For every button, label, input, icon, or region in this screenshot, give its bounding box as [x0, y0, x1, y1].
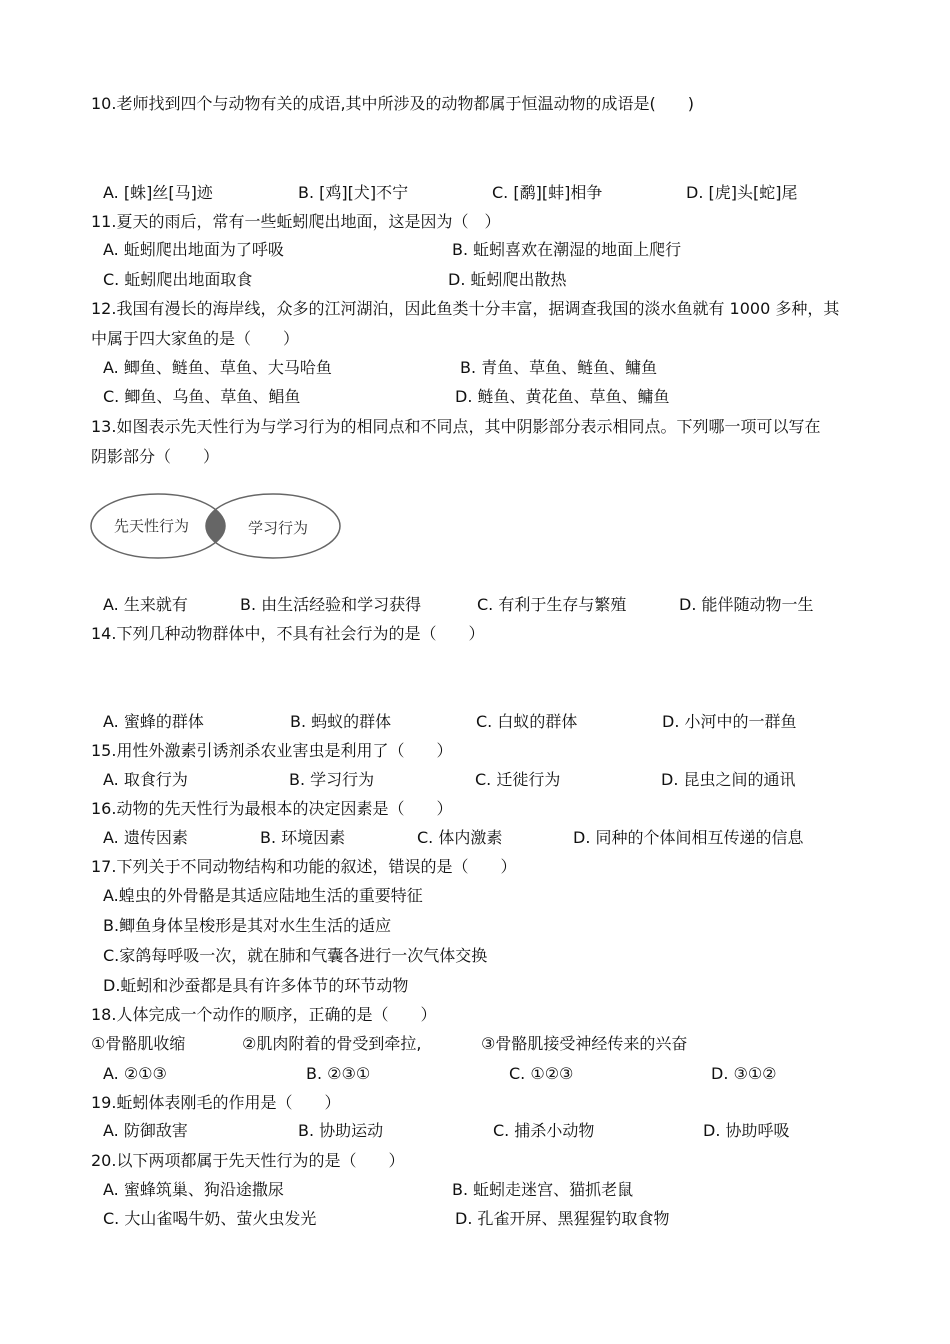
- q18-option-d[interactable]: D. ③①②: [711, 1064, 777, 1083]
- q20-option-d[interactable]: D. 孔雀开屏、黑猩猩钓取食物: [455, 1209, 670, 1228]
- q15-option-c[interactable]: C. 迁徙行为: [475, 770, 561, 789]
- q17-option-a[interactable]: A.蝗虫的外骨骼是其适应陆地生活的重要特征: [103, 886, 423, 905]
- q10-option-d[interactable]: D. [虎]头[蛇]尾: [686, 183, 798, 202]
- q12-option-a[interactable]: A. 鲫鱼、鲢鱼、草鱼、大马哈鱼: [103, 358, 332, 377]
- q16-option-d[interactable]: D. 同种的个体间相互传递的信息: [573, 828, 804, 847]
- q18-item-1: ①骨骼肌收缩: [91, 1034, 186, 1053]
- q19-option-d[interactable]: D. 协助呼吸: [703, 1121, 790, 1140]
- question-10-stem: 10.老师找到四个与动物有关的成语,其中所涉及的动物都属于恒温动物的成语是( ): [91, 94, 695, 113]
- q15-option-a[interactable]: A. 取食行为: [103, 770, 188, 789]
- q12-option-c[interactable]: C. 鲫鱼、乌鱼、草鱼、鲳鱼: [103, 387, 301, 406]
- q11-option-d[interactable]: D. 蚯蚓爬出散热: [448, 270, 567, 289]
- venn-right-label: 学习行为: [248, 519, 309, 537]
- question-19-stem: 19.蚯蚓体表刚毛的作用是（ ）: [91, 1093, 341, 1112]
- venn-diagram: [88, 488, 346, 566]
- q20-option-a[interactable]: A. 蜜蜂筑巢、狗沿途撒尿: [103, 1180, 284, 1199]
- venn-left-label: 先天性行为: [114, 517, 190, 535]
- q18-option-b[interactable]: B. ②③①: [306, 1064, 371, 1083]
- q12-option-d[interactable]: D. 鲢鱼、黄花鱼、草鱼、鳙鱼: [455, 387, 670, 406]
- q19-option-b[interactable]: B. 协助运动: [298, 1121, 384, 1140]
- q17-option-b[interactable]: B.鲫鱼身体呈梭形是其对水生生活的适应: [103, 916, 392, 935]
- q15-option-b[interactable]: B. 学习行为: [289, 770, 375, 789]
- q17-option-d[interactable]: D.蚯蚓和沙蚕都是具有许多体节的环节动物: [103, 976, 409, 995]
- q11-option-a[interactable]: A. 蚯蚓爬出地面为了呼吸: [103, 240, 284, 259]
- question-11-stem: 11.夏天的雨后，常有一些蚯蚓爬出地面，这是因为（ ）: [91, 212, 501, 231]
- question-15-stem: 15.用性外激素引诱剂杀农业害虫是利用了（ ）: [91, 741, 453, 760]
- q17-option-c[interactable]: C.家鸽每呼吸一次，就在肺和气囊各进行一次气体交换: [103, 946, 488, 965]
- q14-option-d[interactable]: D. 小河中的一群鱼: [662, 712, 797, 731]
- question-12-stem-line1: 12.我国有漫长的海岸线，众多的江河湖泊，因此鱼类十分丰富，据调查我国的淡水鱼就有 1000 多种，其: [91, 299, 840, 318]
- q13-option-b[interactable]: B. 由生活经验和学习获得: [240, 595, 422, 614]
- q20-option-c[interactable]: C. 大山雀喝牛奶、萤火虫发光: [103, 1209, 317, 1228]
- q13-option-c[interactable]: C. 有利于生存与繁殖: [477, 595, 627, 614]
- question-20-stem: 20.以下两项都属于先天性行为的是（ ）: [91, 1151, 405, 1170]
- q10-option-a[interactable]: A. [蛛]丝[马]迹: [103, 183, 213, 202]
- q19-option-a[interactable]: A. 防御敌害: [103, 1121, 188, 1140]
- q15-option-d[interactable]: D. 昆虫之间的通讯: [661, 770, 796, 789]
- q13-option-a[interactable]: A. 生来就有: [103, 595, 188, 614]
- q16-option-c[interactable]: C. 体内激素: [417, 828, 503, 847]
- q11-option-c[interactable]: C. 蚯蚓爬出地面取食: [103, 270, 253, 289]
- q18-item-2: ②肌肉附着的骨受到牵拉,: [242, 1034, 422, 1053]
- q14-option-b[interactable]: B. 蚂蚁的群体: [290, 712, 392, 731]
- question-13-stem-line1: 13.如图表示先天性行为与学习行为的相同点和不同点，其中阴影部分表示相同点。下列哪一项可以写在: [91, 417, 821, 436]
- q20-option-b[interactable]: B. 蚯蚓走迷宫、猫抓老鼠: [452, 1180, 634, 1199]
- q18-item-3: ③骨骼肌接受神经传来的兴奋: [481, 1034, 688, 1053]
- q12-option-b[interactable]: B. 青鱼、草鱼、鲢鱼、鳙鱼: [460, 358, 658, 377]
- question-18-stem: 18.人体完成一个动作的顺序，正确的是（ ）: [91, 1005, 437, 1024]
- question-13-stem-line2: 阴影部分（ ）: [91, 447, 220, 466]
- question-17-stem: 17.下列关于不同动物结构和功能的叙述，错误的是（ ）: [91, 857, 517, 876]
- question-12-stem-line2: 中属于四大家鱼的是（ ）: [91, 329, 300, 348]
- question-14-stem: 14.下列几种动物群体中，不具有社会行为的是（ ）: [91, 624, 485, 643]
- q18-option-a[interactable]: A. ②①③: [103, 1064, 167, 1083]
- q13-option-d[interactable]: D. 能伴随动物一生: [679, 595, 814, 614]
- q10-option-c[interactable]: C. [鹬][蚌]相争: [492, 183, 603, 202]
- q14-option-a[interactable]: A. 蜜蜂的群体: [103, 712, 204, 731]
- q11-option-b[interactable]: B. 蚯蚓喜欢在潮湿的地面上爬行: [452, 240, 682, 259]
- q16-option-b[interactable]: B. 环境因素: [260, 828, 346, 847]
- q14-option-c[interactable]: C. 白蚁的群体: [476, 712, 578, 731]
- q16-option-a[interactable]: A. 遗传因素: [103, 828, 188, 847]
- q10-option-b[interactable]: B. [鸡][犬]不宁: [298, 183, 409, 202]
- question-16-stem: 16.动物的先天性行为最根本的决定因素是（ ）: [91, 799, 453, 818]
- q18-option-c[interactable]: C. ①②③: [509, 1064, 574, 1083]
- q19-option-c[interactable]: C. 捕杀小动物: [493, 1121, 595, 1140]
